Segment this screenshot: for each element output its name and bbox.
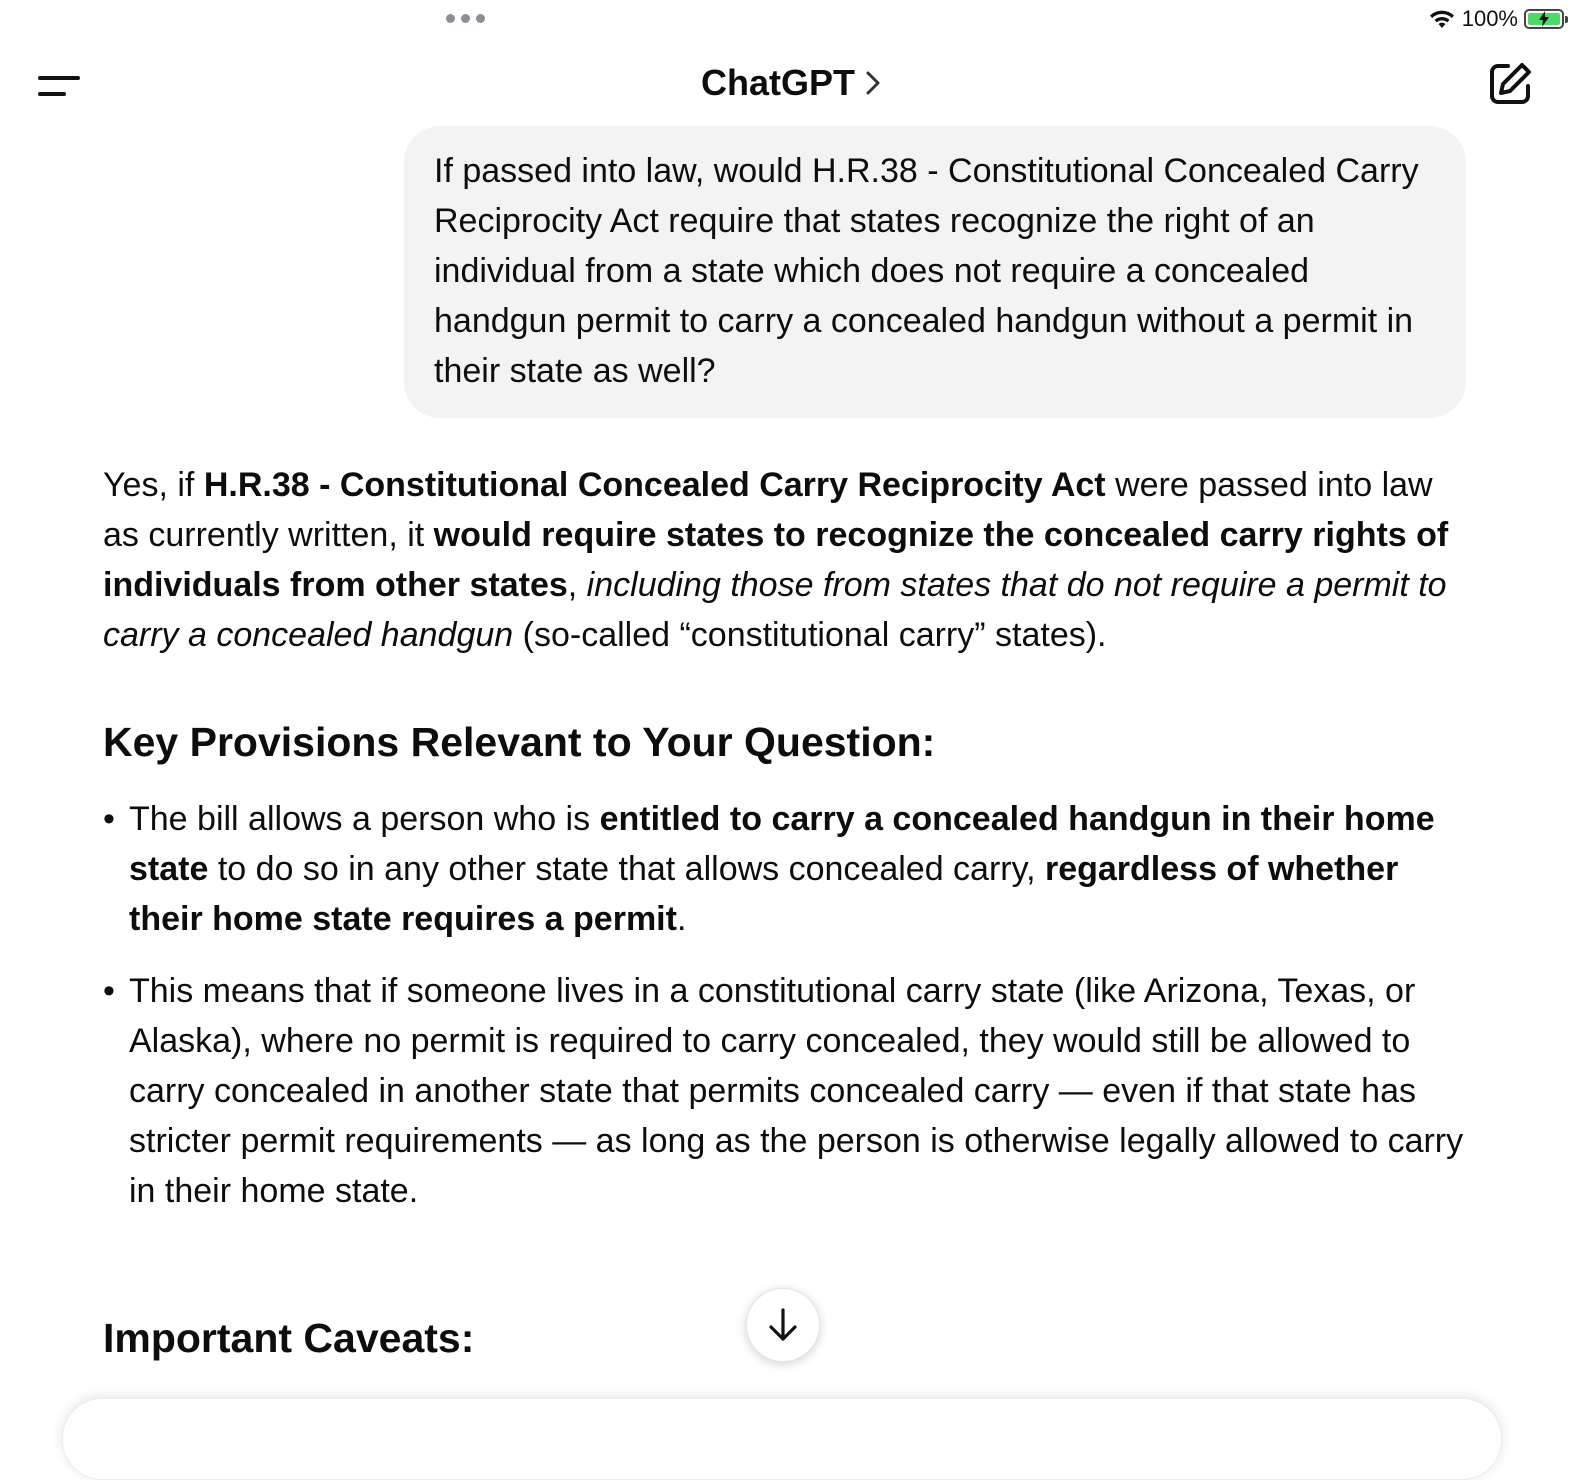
key-provisions-list bbox=[103, 794, 1468, 1216]
battery-charging-icon bbox=[1524, 9, 1564, 29]
message-composer[interactable] bbox=[62, 1398, 1502, 1480]
list-item bbox=[103, 966, 1468, 1216]
assistant-intro-paragraph bbox=[103, 460, 1468, 660]
bullet1-text-1: The bill allows a person who is bbox=[129, 800, 600, 838]
nav-header bbox=[0, 50, 1582, 120]
user-message-bubble[interactable] bbox=[404, 126, 1466, 418]
page-title: ChatGPT bbox=[700, 62, 855, 103]
assistant-message bbox=[103, 460, 1468, 1238]
status-bar bbox=[0, 0, 1582, 40]
intro-italic: including those from states that do not require a permit to carry a concealed handgun bbox=[103, 566, 1447, 654]
new-chat-button[interactable] bbox=[1486, 60, 1534, 108]
scroll-to-bottom-button[interactable] bbox=[746, 1288, 820, 1362]
list-item bbox=[103, 794, 1468, 944]
arrow-down-icon bbox=[767, 1307, 799, 1343]
user-message-text: If passed into law, would H.R.38 - Constitutional Concealed Carry Reciprocity Act require that states recognize the right of an individual from a state which does not require a concealed handgun permit to carry a concealed handgun without a permit in their state as well? bbox=[434, 152, 1419, 390]
multitasking-dots-icon[interactable] bbox=[446, 14, 485, 23]
model-selector[interactable] bbox=[0, 62, 1582, 104]
intro-bold-requirement: would require states to recognize the concealed carry rights of individuals from other states bbox=[103, 516, 1449, 604]
bullet1-text-3: . bbox=[676, 900, 687, 938]
bullet1-bold-1: entitled to carry a concealed handgun in their home state bbox=[129, 800, 1435, 888]
wifi-icon bbox=[1428, 8, 1456, 30]
section-heading-key-provisions: Key Provisions Relevant to Your Question: bbox=[103, 719, 936, 765]
bullet1-text-2: to do so in any other state that allows concealed carry, bbox=[208, 850, 1045, 888]
status-indicators bbox=[1428, 6, 1564, 32]
bullet2-text: This means that if someone lives in a constitutional carry state (like Arizona, Texas, or Alaska), where no permit is required to carry concealed, they would still be allowed to carry concealed in another state that permits concealed carry — even if that state has stricter permit requirements — as long as the person is otherwise legally allowed to carry in their home state. bbox=[129, 972, 1464, 1210]
intro-text-4: (so-called “constitutional carry” states). bbox=[513, 616, 1107, 654]
bullet-dot: • bbox=[103, 972, 115, 1010]
chevron-right-icon bbox=[865, 70, 881, 96]
battery-percent: 100% bbox=[1461, 6, 1518, 31]
bullet1-bold-2: regardless of whether their home state requires a permit bbox=[129, 850, 1399, 938]
intro-text-2: were passed into law as currently written, it bbox=[103, 466, 1433, 554]
intro-bold-bill-name: H.R.38 - Constitutional Concealed Carry Reciprocity Act bbox=[203, 466, 1106, 504]
intro-text-3: , bbox=[567, 566, 587, 604]
intro-text-1: Yes, if bbox=[103, 466, 204, 504]
section-heading-important-caveats: Important Caveats: bbox=[103, 1315, 475, 1361]
new-chat-compose-icon bbox=[1486, 60, 1534, 108]
bullet-dot: • bbox=[103, 800, 115, 838]
